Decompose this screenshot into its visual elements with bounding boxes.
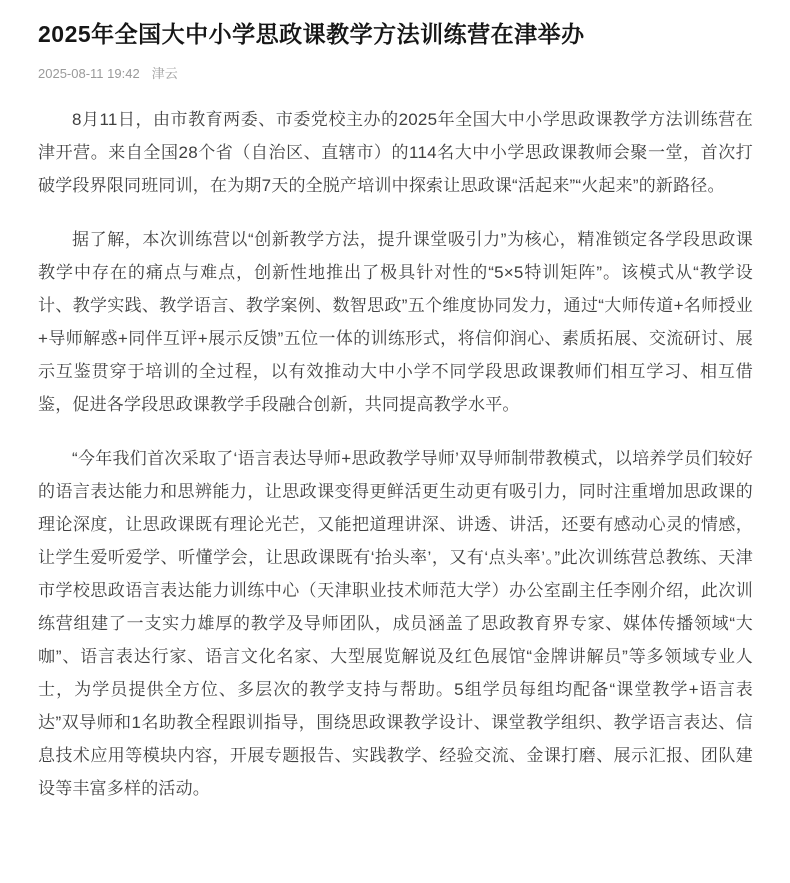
- article-title: 2025年全国大中小学思政课教学方法训练营在津举办: [38, 21, 585, 47]
- source-name: 津云: [151, 66, 178, 81]
- article-paragraph-3: “今年我们首次采取了‘语言表达导师+思政教学导师’双导师制带教模式，以培养学员们较好的语言表达能力和思辨能力，让思政课变得更鲜活更生动更有吸引力，同时注重增加思政课的理论深度，让思政课既有理论光芒，又能把道理讲深、讲透、讲活，还要有感动心灵的情感，让学生爱听爱学、听懂学会，让思政课既有‘抬头率’，又有‘点头率’。”此次训练营总教练、天津市学校思政语言表达能力训练中心（天津职业技术师范大学）办公室副主任李刚介绍，此次训练营组建了一支实力雄厚的教学及导师团队，成员涵盖了思政教育界专家、媒体传播领域“大咖”、语言表达行家、语言文化名家、大型展览解说及红色展馆“金牌讲解员”等多领域专业人士，为学员提供全方位、多层次的教学支持与帮助。5组学员每组均配备“课堂教学+语言表达”双导师和1名助教全程跟训指导，围绕思政课教学设计、课堂教学组织、教学语言表达、信息技术应用等模块内容，开展专题报告、实践教学、经验交流、金课打磨、展示汇报、团队建设等丰富多样的活动。: [38, 449, 753, 798]
- publish-datetime: 2025-08-11 19:42: [38, 66, 140, 81]
- article-paragraph-1: 8月11日，由市教育两委、市委党校主办的2025年全国大中小学思政课教学方法训练营在津开营。来自全国28个省（自治区、直辖市）的114名大中小学思政课教师会聚一堂，首次打破学段界限同班同训，在为期7天的全脱产培训中探索让思政课“活起来”“火起来”的新路径。: [38, 110, 753, 195]
- article-paragraph-2: 据了解，本次训练营以“创新教学方法，提升课堂吸引力”为核心，精准锁定各学段思政课教学中存在的痛点与难点，创新性地推出了极具针对性的“5×5特训矩阵”。该模式从“教学设计、教学实践、教学语言、教学案例、数智思政”五个维度协同发力，通过“大师传道+名师授业+导师解惑+同伴互评+展示反馈”五位一体的训练形式，将信仰润心、素质拓展、交流研讨、展示互鉴贯穿于培训的全过程，以有效推动大中小学不同学段思政课教师们相互学习、相互借鉴，促进各学段思政课教学手段融合创新，共同提高教学水平。: [38, 230, 753, 414]
- article-body: [38, 103, 753, 805]
- article-meta: [38, 65, 753, 82]
